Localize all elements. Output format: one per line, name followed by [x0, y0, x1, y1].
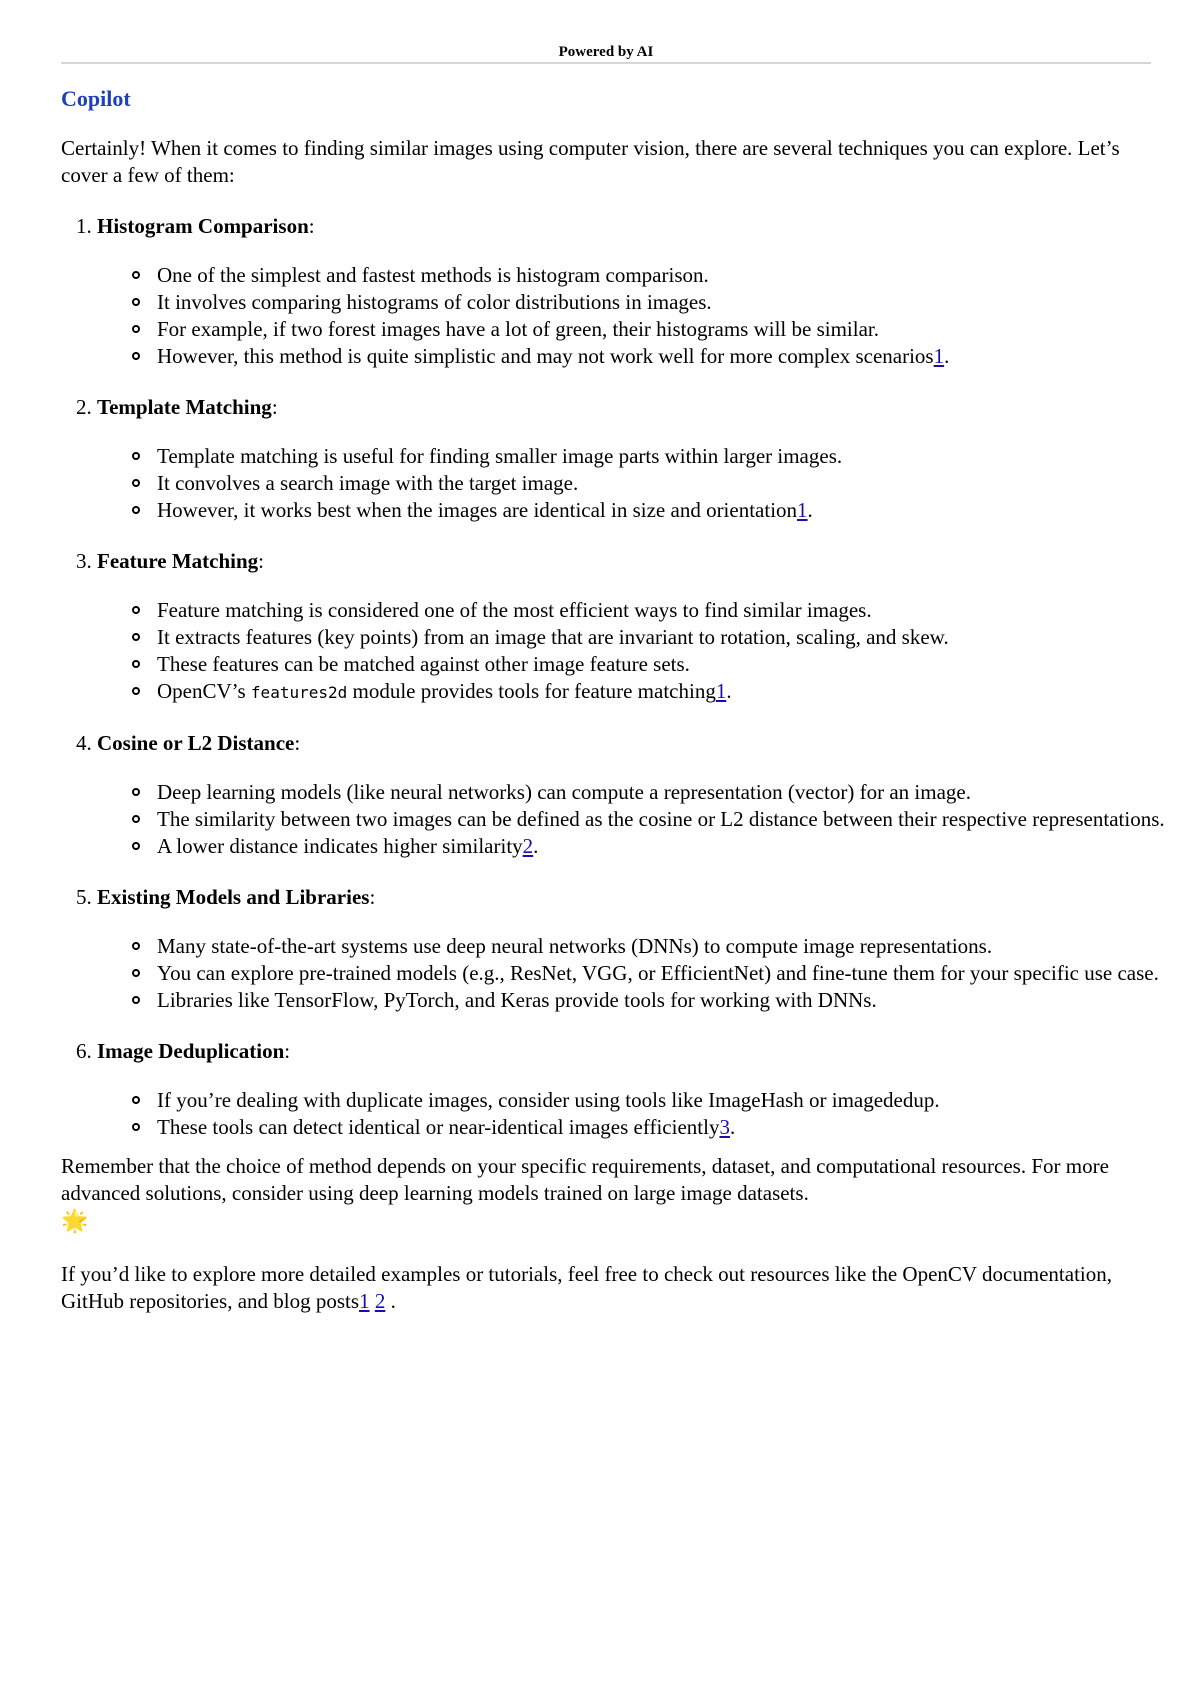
- circle-bullet-icon: [132, 942, 140, 950]
- circle-bullet-icon: [132, 996, 140, 1004]
- section-points: [97, 1087, 1197, 1141]
- list-item: [157, 1114, 1197, 1141]
- point-text: For example, if two forest images have a lot of green, their histograms will be similar.: [157, 317, 879, 341]
- intro-paragraph: Certainly! When it comes to finding similar images using computer vision, there are several techniques you can explore. Let’s cover a few of them:: [61, 136, 1120, 187]
- page-title: Copilot: [61, 86, 131, 111]
- point-end: .: [944, 344, 950, 368]
- point-text: Feature matching is considered one of the most efficient ways to find similar images.: [157, 598, 872, 622]
- circle-bullet-icon: [132, 842, 140, 850]
- circle-bullet-icon: [132, 660, 140, 668]
- list-item: [157, 470, 1197, 497]
- point-text: Template matching is useful for finding smaller image parts within larger images.: [157, 444, 843, 468]
- list-item: [157, 597, 1197, 624]
- circle-bullet-icon: [132, 788, 140, 796]
- circle-bullet-icon: [132, 298, 140, 306]
- section-title: Existing Models and Libraries: [97, 885, 370, 909]
- point-text: However, it works best when the images are identical in size and orientation: [157, 498, 798, 522]
- section-item: 4. Cosine or L2 Distance: Deep learning models (like neural networks) can compute a representation (vector) for an image. The similarity between two images can be defined as the cosine or L2 distance between their respective representations. A lower distance indicates higher similarity2.: [97, 718, 1151, 860]
- list-item: [157, 497, 1197, 524]
- list-item: [157, 624, 1197, 651]
- point-text: module provides tools for feature matching: [347, 679, 716, 703]
- citation-link[interactable]: 1: [797, 498, 808, 522]
- list-item: [157, 960, 1197, 987]
- section-title: Image Deduplication: [97, 1039, 285, 1063]
- section-item: 6. Image Deduplication: If you’re dealing with duplicate images, consider using tools like ImageHash or imagededup. These tools can detect identical or near-identical images efficiently3.: [97, 1026, 1151, 1141]
- citation-link[interactable]: 3: [719, 1115, 730, 1139]
- point-text: Deep learning models (like neural networks) can compute a representation (vector) for an image.: [157, 780, 971, 804]
- list-item: [157, 833, 1197, 860]
- point-text: One of the simplest and fastest methods is histogram comparison.: [157, 263, 709, 287]
- circle-bullet-icon: [132, 1123, 140, 1131]
- document-page: [61, 0, 1165, 1315]
- circle-bullet-icon: [132, 506, 140, 514]
- sparkle-icon: 🌟: [61, 1208, 89, 1233]
- point-end: .: [729, 1115, 736, 1139]
- point-text: You can explore pre-trained models (e.g., ResNet, VGG, or EfficientNet) and fine-tune them for your specific use case.: [157, 961, 1159, 985]
- citation-link[interactable]: 1: [933, 344, 945, 368]
- list-item: [157, 933, 1197, 960]
- citation-link[interactable]: 1: [715, 679, 727, 703]
- circle-bullet-icon: [132, 633, 140, 641]
- section-points: [97, 933, 1197, 1014]
- circle-bullet-icon: [132, 479, 140, 487]
- closing-paragraph: [61, 1153, 1151, 1235]
- list-item: [157, 987, 1197, 1014]
- list-item: [157, 262, 1197, 289]
- list-item: [157, 1087, 1197, 1114]
- point-text: Many state-of-the-art systems use deep neural networks (DNNs) to compute image representations.: [157, 934, 993, 958]
- point-text: Libraries like TensorFlow, PyTorch, and Keras provide tools for working with DNNs.: [157, 988, 877, 1012]
- list-item: [157, 316, 1197, 343]
- circle-bullet-icon: [132, 352, 140, 360]
- followup-end: .: [385, 1289, 396, 1313]
- header-powered-by: Powered by AI: [61, 0, 1151, 64]
- circle-bullet-icon: [132, 271, 140, 279]
- section-points: [97, 262, 1197, 370]
- point-end: .: [807, 498, 813, 522]
- point-text: It convolves a search image with the target image.: [157, 471, 579, 495]
- point-end: .: [533, 834, 539, 858]
- point-text: A lower distance indicates higher similarity: [157, 834, 523, 858]
- section-item: 5. Existing Models and Libraries: Many state-of-the-art systems use deep neural networks (DNNs) to compute image representations. You can explore pre-trained models (e.g., ResNet, VGG, or EfficientNet) and fine-tune them for your specific use case. Libraries like TensorFlow, PyTorch, and Keras provide tools for working with DNNs.: [97, 872, 1151, 1014]
- point-text: These features can be matched against other image feature sets.: [157, 652, 690, 676]
- section-points: [97, 597, 1197, 706]
- code-snippet: features2d: [250, 683, 348, 702]
- section-points: [97, 443, 1197, 524]
- section-title: Template Matching: [97, 395, 272, 419]
- citation-link[interactable]: 2: [374, 1289, 386, 1313]
- citation-link[interactable]: 2: [522, 834, 534, 858]
- list-item: [157, 651, 1197, 678]
- circle-bullet-icon: [132, 606, 140, 614]
- list-item: [157, 343, 1197, 370]
- section-item: 2. Template Matching: Template matching is useful for finding smaller image parts within larger images. It convolves a search image with the target image. However, it works best when the images are identical in size and orientation1.: [97, 382, 1151, 524]
- section-item: 3. Feature Matching: Feature matching is considered one of the most efficient ways to find similar images. It extracts features (key points) from an image that are invariant to rotation, scaling, and skew. These features can be matched against other image feature sets. OpenCV’s features2d module provides tools for feature matching1.: [97, 536, 1151, 706]
- followup-text: If you’d like to explore more detailed examples or tutorials, feel free to check out resources like the OpenCV documentation, GitHub repositories, and blog posts: [61, 1262, 1113, 1313]
- circle-bullet-icon: [132, 452, 140, 460]
- point-text: It involves comparing histograms of color distributions in images.: [157, 290, 712, 314]
- point-text: If you’re dealing with duplicate images, consider using tools like ImageHash or imagededup.: [157, 1088, 940, 1112]
- citation-link[interactable]: 1: [359, 1289, 370, 1313]
- circle-bullet-icon: [132, 815, 140, 823]
- sections-list: [61, 201, 1165, 1141]
- circle-bullet-icon: [132, 687, 140, 695]
- point-text-before: OpenCV’s: [157, 679, 251, 703]
- circle-bullet-icon: [132, 969, 140, 977]
- point-text: The similarity between two images can be defined as the cosine or L2 distance between their respective representations.: [157, 807, 1165, 831]
- point-text: However, this method is quite simplistic and may not work well for more complex scenarios: [157, 344, 934, 368]
- section-item: 1. Histogram Comparison: One of the simplest and fastest methods is histogram comparison. It involves comparing histograms of color distributions in images. For example, if two forest images have a lot of green, their histograms will be similar. However, this method is quite simplistic and may not work well for more complex scenarios1.: [97, 201, 1151, 370]
- list-item: [157, 806, 1197, 833]
- circle-bullet-icon: [132, 325, 140, 333]
- list-item: [157, 443, 1197, 470]
- point-text: These tools can detect identical or near-identical images efficiently: [157, 1115, 720, 1139]
- list-item: [157, 678, 1197, 706]
- list-item: [157, 779, 1197, 806]
- list-item: [157, 289, 1197, 316]
- point-end: .: [726, 679, 732, 703]
- circle-bullet-icon: [132, 1096, 140, 1104]
- closing-text: Remember that the choice of method depends on your specific requirements, dataset, and computational resources. For more advanced solutions, consider using deep learning models trained on large image datasets.: [61, 1154, 1109, 1205]
- section-title: Cosine or L2 Distance: [97, 731, 295, 755]
- section-title: Feature Matching: [97, 549, 259, 573]
- point-text: It extracts features (key points) from an image that are invariant to rotation, scaling, and skew.: [157, 625, 949, 649]
- section-points: [97, 779, 1197, 860]
- followup-paragraph: [61, 1261, 1151, 1315]
- section-title: Histogram Comparison: [97, 214, 309, 238]
